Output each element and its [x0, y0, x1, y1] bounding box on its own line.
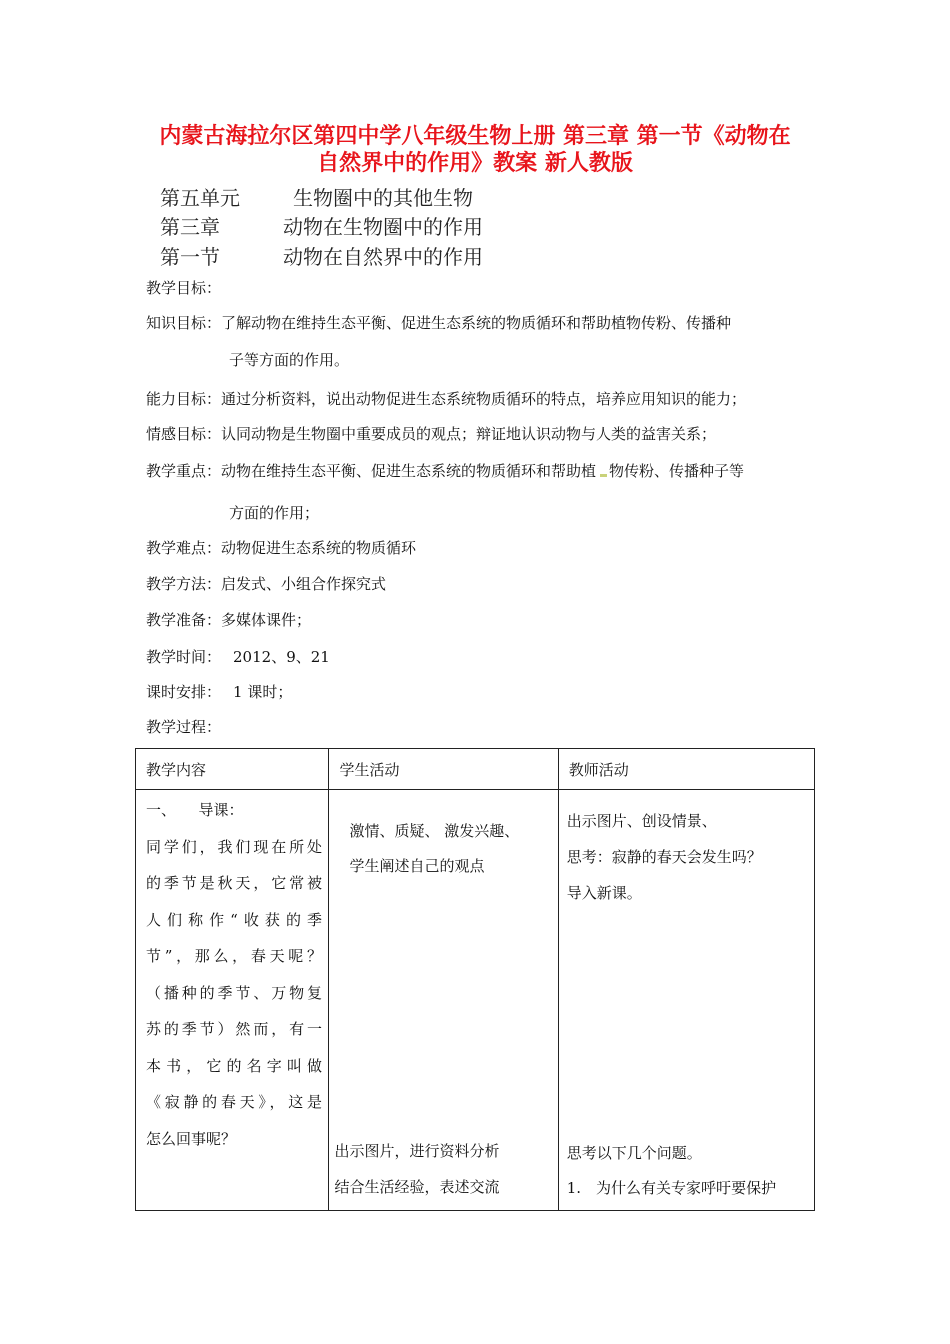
- cell-content: [136, 790, 329, 1211]
- teacher-activity-3: 导入新课。: [566, 884, 642, 902]
- heading-unit-text: 生物圈中的其他生物: [293, 186, 473, 210]
- cell-student: [329, 790, 558, 1211]
- teaching-method-label: 教学方法：: [146, 575, 222, 593]
- key-point-text-cont: 物传粉、传播种子等: [609, 462, 745, 480]
- emotion-goal-text: 认同动物是生物圈中重要成员的观点；辩证地认识动物与人类的益害关系；: [221, 425, 717, 443]
- content-line: 怎么回事呢？: [146, 1129, 237, 1148]
- heading-chapter-label: 第三章: [160, 215, 220, 239]
- heading-chapter-text: 动物在生物圈中的作用: [283, 215, 483, 239]
- content-line: 的季节是秋天，它常被: [146, 874, 322, 892]
- teacher-activity-5: 1. 为什么有关专家呼吁要保护: [566, 1179, 777, 1197]
- teaching-time-label: 教学时间：: [146, 648, 222, 666]
- goals-label: 教学目标：: [146, 279, 222, 297]
- content-line: 苏的季节）然而，有一: [146, 1020, 322, 1038]
- teaching-method: [146, 574, 386, 594]
- header-teacher: 教师活动: [558, 749, 814, 790]
- document-title-line1: 内蒙古海拉尔区第四中学八年级生物上册 第三章 第一节《动物在: [159, 124, 791, 149]
- content-line: 《寂静的春天》，这是: [146, 1093, 322, 1111]
- document-title-line2: 自然界中的作用》教案 新人教版: [317, 151, 633, 176]
- teaching-prep-label: 教学准备：: [146, 611, 222, 629]
- content-line: 节”，那么，春天呢？: [146, 947, 322, 965]
- ability-goal-label: 能力目标：: [146, 390, 222, 408]
- difficulty-text: 动物促进生态系统的物质循环: [221, 539, 417, 557]
- cell-teacher: [558, 790, 814, 1211]
- knowledge-goal: [146, 313, 731, 333]
- emotion-goal-label: 情感目标：: [146, 425, 222, 443]
- key-point-text2: 方面的作用；: [229, 504, 320, 522]
- table-row: [136, 790, 815, 1211]
- content-line: 同学们，我们现在所处: [146, 837, 322, 856]
- knowledge-goal-label: 知识目标：: [146, 314, 222, 332]
- knowledge-goal-text2: 子等方面的作用。: [229, 351, 350, 369]
- teacher-activity-4: 思考以下几个问题。: [566, 1144, 702, 1162]
- ability-goal: [146, 389, 746, 409]
- teaching-prep: [146, 610, 311, 630]
- class-hours: [146, 682, 292, 702]
- teaching-time-text: 2012、9、21: [233, 648, 330, 666]
- emotion-goal: [146, 424, 716, 444]
- content-line: 本书，它的名字叫做: [146, 1056, 322, 1075]
- teaching-process-table: [135, 748, 815, 1211]
- student-activity-4: 结合生活经验，表述交流: [334, 1178, 500, 1196]
- teaching-prep-text: 多媒体课件；: [221, 611, 312, 629]
- content-line: 一、 导课：: [146, 801, 244, 819]
- process-label: 教学过程：: [146, 718, 222, 736]
- student-activity-2: 学生阐述自己的观点: [349, 857, 485, 875]
- header-content: 教学内容: [136, 749, 329, 790]
- content-line: （播种的季节、万物复: [146, 983, 322, 1002]
- highlight-mark: [600, 474, 607, 477]
- class-hours-text: 1 课时；: [233, 683, 293, 701]
- content-line: 人们称作“收获的季: [146, 910, 322, 929]
- key-point-label: 教学重点：: [146, 462, 222, 480]
- heading-unit-label: 第五单元: [160, 186, 240, 210]
- key-point-text: 动物在维持生态平衡、促进生态系统的物质循环和帮助植: [221, 462, 597, 480]
- teaching-time: [146, 647, 330, 667]
- teaching-method-text: 启发式、小组合作探究式: [221, 575, 387, 593]
- table-header-row: [136, 749, 815, 790]
- student-activity-1: 激情、质疑、 激发兴趣、: [349, 822, 520, 840]
- heading-section-text: 动物在自然界中的作用: [283, 245, 483, 269]
- heading-section-label: 第一节: [160, 245, 220, 269]
- student-activity-3: 出示图片，进行资料分析: [334, 1142, 500, 1160]
- knowledge-goal-text: 了解动物在维持生态平衡、促进生态系统的物质循环和帮助植物传粉、传播种: [221, 314, 732, 332]
- teacher-activity-2: 思考：寂静的春天会发生吗？: [566, 848, 762, 866]
- difficulty-label: 教学难点：: [146, 539, 222, 557]
- key-point: [146, 461, 744, 481]
- teacher-activity-1: 出示图片、创设情景、: [566, 812, 717, 830]
- content-text: [146, 792, 322, 1157]
- ability-goal-text: 通过分析资料，说出动物促进生态系统物质循环的特点，培养应用知识的能力；: [221, 390, 747, 408]
- header-student: 学生活动: [329, 749, 558, 790]
- class-hours-label: 课时安排：: [146, 683, 222, 701]
- difficulty: [146, 538, 416, 558]
